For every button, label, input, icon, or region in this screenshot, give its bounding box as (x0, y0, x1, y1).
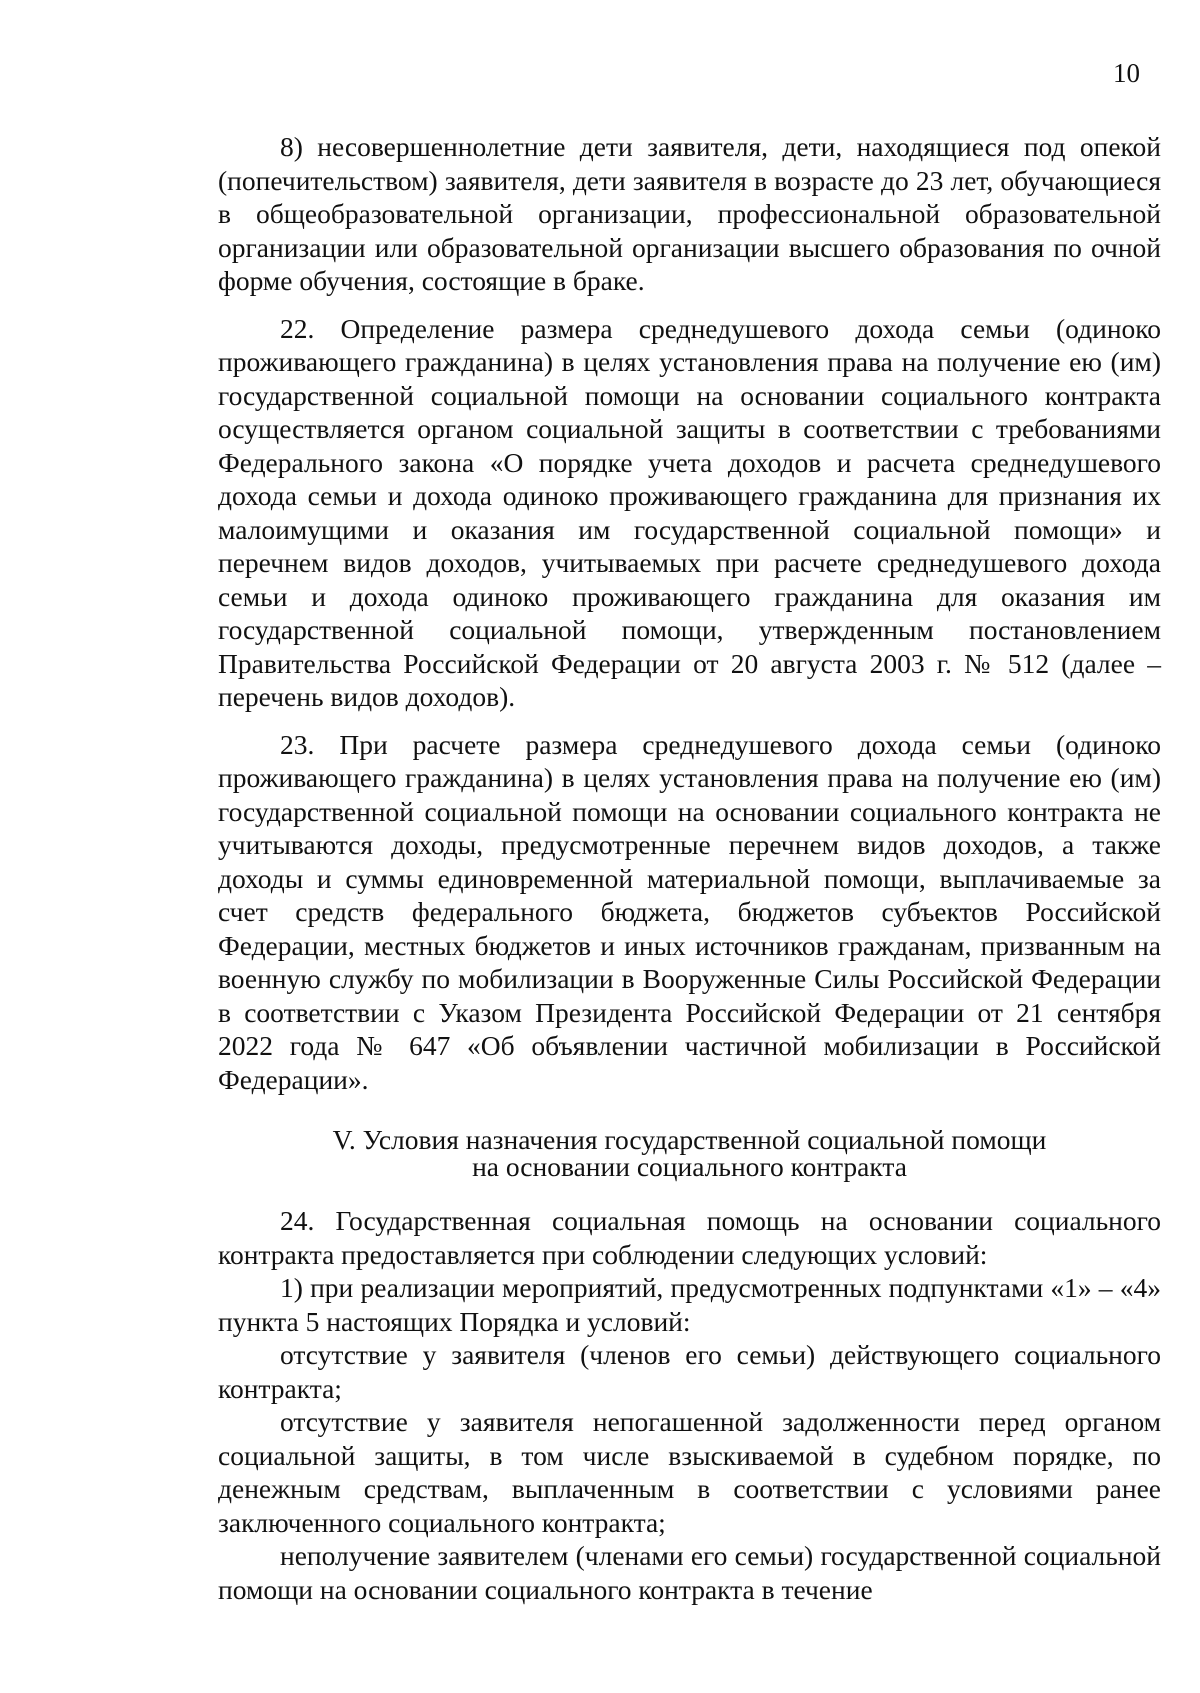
section-heading-line-2: на основании социального контракта (472, 1151, 907, 1182)
paragraph-24-sub-1: 1) при реализации мероприятий, предусмотренных подпунктами «1» – «4» пункта 5 настоящих Порядка и условий: (218, 1272, 1161, 1337)
paragraph-24: 24. Государственная социальная помощь на основании социального контракта предоставляется при соблюдении следующих условий: (218, 1205, 1161, 1270)
section-heading (218, 1126, 1161, 1180)
paragraph-23: 23. При расчете размера среднедушевого дохода семьи (одиноко проживающего гражданина) в целях установления права на получение ею (им) государственной социальной помощи на основании социального контракта не учитываются доходы, предусмотренные перечнем видов доходов, а также доходы и суммы единовременной материальной помощи, выплачиваемые за счет средств федерального бюджета, бюджетов субъектов Российской Федерации, местных бюджетов и иных источников гражданам, призванным на военную службу по мобилизации в Вооруженные Силы Российской Федерации в соответствии с Указом Президента Российской Федерации от 21 сентября 2022 года № 647 «Об объявлении частичной мобилизации в Российской Федерации». (218, 728, 1161, 1095)
document-body (218, 130, 1161, 1606)
section-heading-line-1: V. Условия назначения государственной социальной помощи (332, 1124, 1047, 1155)
paragraph-condition-3: неполучение заявителем (членами его семьи) государственной социальной помощи на основании социального контракта в течение (218, 1540, 1161, 1605)
paragraph-22: 22. Определение размера среднедушевого дохода семьи (одиноко проживающего гражданина) в целях установления права на получение ею (им) государственной социальной помощи на основании социального контракта осуществляется органом социальной защиты в соответствии с требованиями Федерального закона «О порядке учета доходов и расчета среднедушевого дохода семьи и дохода одиноко проживающего гражданина для признания их малоимущими и оказания им государственной социальной помощи» и перечнем видов доходов, учитываемых при расчете среднедушевого дохода семьи и дохода одиноко проживающего гражданина для оказания им государственной социальной помощи, утвержденным постановлением Правительства Российской Федерации от 20 августа 2003 г. № 512 (далее – перечень видов доходов). (218, 312, 1161, 712)
paragraph-condition-2: отсутствие у заявителя непогашенной задолженности перед органом социальной защиты, в том числе взыскиваемой в судебном порядке, по денежным средствам, выплаченным в соответствии с условиями ранее заключенного социального контракта; (218, 1406, 1161, 1538)
page-number: 10 (1113, 58, 1140, 88)
paragraph-item-8: 8) несовершеннолетние дети заявителя, дети, находящиеся под опекой (попечительством) заявителя, дети заявителя в возрасте до 23 лет, обучающиеся в общеобразовательной организации, профессиональной образовательной организации или образовательной организации высшего образования по очной форме обучения, состоящие в браке. (218, 131, 1161, 296)
paragraph-condition-1: отсутствие у заявителя (членов его семьи) действующего социального контракта; (218, 1339, 1161, 1404)
